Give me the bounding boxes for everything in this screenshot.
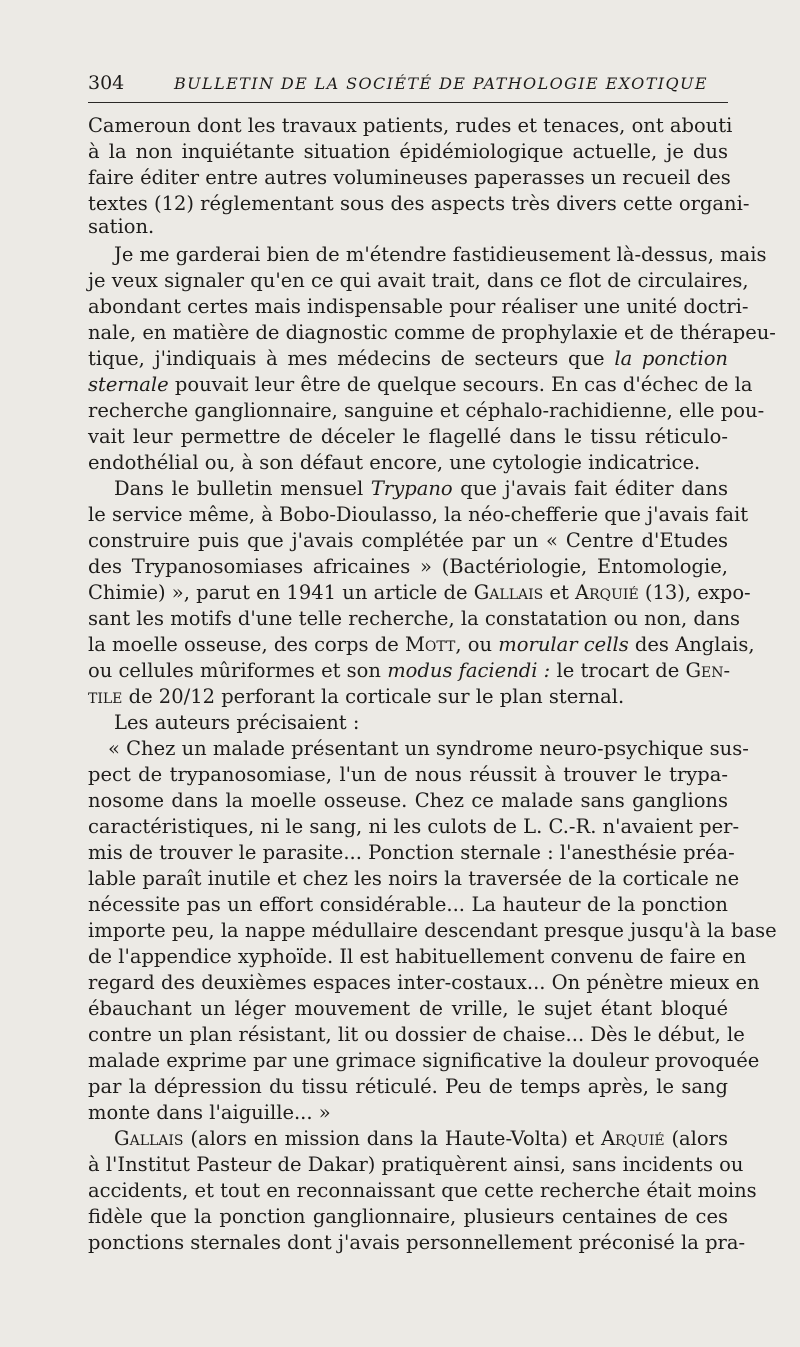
text-line: « Chez un malade présentant un syndrome neuro-psychique sus- (108, 737, 749, 760)
text-line: fidèle que la ponction ganglionnaire, plusieurs centaines de ces (88, 1205, 728, 1228)
text-line: à la non inquiétante situation épidémiologique actuelle, je dus (88, 140, 728, 163)
running-title: BULLETIN DE LA SOCIÉTÉ DE PATHOLOGIE EXOTIQUE (174, 74, 708, 93)
text-line: faire éditer entre autres volumineuses paperasses un recueil des (88, 166, 731, 189)
text-line: Les auteurs précisaient : (114, 711, 360, 734)
text-line: nécessite pas un effort considérable... La hauteur de la ponction (88, 893, 728, 916)
text-line: à l'Institut Pasteur de Dakar) pratiquèrent ainsi, sans incidents ou (88, 1153, 744, 1176)
running-header (88, 68, 728, 103)
text-line: endothélial ou, à son défaut encore, une cytologie indicatrice. (88, 451, 701, 474)
text-line: accidents, et tout en reconnaissant que cette recherche était moins (88, 1179, 757, 1202)
text-line: des Trypanosomiases africaines » (Bactériologie, Entomologie, (88, 555, 728, 578)
text-line: construire puis que j'avais complétée par un « Centre d'Etudes (88, 529, 728, 552)
text-line: pect de trypanosomiase, l'un de nous réussit à trouver le trypa- (88, 763, 728, 786)
text-line: sation. (88, 215, 155, 238)
text-line: ébauchant un léger mouvement de vrille, le sujet étant bloqué (88, 997, 728, 1020)
text-line: contre un plan résistant, lit ou dossier de chaise... Dès le début, le (88, 1023, 745, 1046)
text-line: caractéristiques, ni le sang, ni les culots de L. C.-R. n'avaient per- (88, 815, 740, 838)
text-line: mis de trouver le parasite... Ponction sternale : l'anesthésie préa- (88, 841, 735, 864)
text-line: Gallais (alors en mission dans la Haute-Volta) et Arquié (alors (114, 1127, 728, 1150)
text-line: monte dans l'aiguille... » (88, 1101, 331, 1124)
text-line: regard des deuxièmes espaces inter-costaux... On pénètre mieux en (88, 971, 760, 994)
text-line: nosome dans la moelle osseuse. Chez ce malade sans ganglions (88, 789, 728, 812)
text-line: malade exprime par une grimace significative la douleur provoquée (88, 1049, 760, 1072)
text-line: ou cellules mûriformes et son modus faciendi : le trocart de Gen- (88, 659, 731, 682)
text-line: lable paraît inutile et chez les noirs la traversée de la corticale ne (88, 867, 740, 890)
text-line: le service même, à Bobo-Dioulasso, la néo-chefferie que j'avais fait (88, 503, 749, 526)
text-line: textes (12) réglementant sous des aspects très divers cette organi- (88, 192, 750, 215)
text-line: de l'appendice xyphoïde. Il est habituellement convenu de faire en (88, 945, 747, 968)
text-line: Chimie) », parut en 1941 un article de Gallais et Arquié (13), expo- (88, 581, 751, 604)
text-line: Dans le bulletin mensuel Trypano que j'avais fait éditer dans (114, 477, 728, 500)
text-line: tile de 20/12 perforant la corticale sur le plan sternal. (88, 685, 625, 708)
text-line: Cameroun dont les travaux patients, rudes et tenaces, ont abouti (88, 114, 733, 137)
page-number: 304 (88, 72, 125, 94)
text-line: Je me garderai bien de m'étendre fastidieusement là-dessus, mais (114, 243, 767, 266)
text-line: tique, j'indiquais à mes médecins de secteurs que la ponction (88, 347, 728, 370)
text-line: nale, en matière de diagnostic comme de prophylaxie et de thérapeu- (88, 321, 776, 344)
text-line: sant les motifs d'une telle recherche, la constatation ou non, dans (88, 607, 741, 630)
text-line: je veux signaler qu'en ce qui avait trait, dans ce flot de circulaires, (88, 269, 749, 292)
text-line: la moelle osseuse, des corps de Mott, ou morular cells des Anglais, (88, 633, 755, 656)
text-line: sternale pouvait leur être de quelque secours. En cas d'échec de la (88, 373, 753, 396)
text-line: recherche ganglionnaire, sanguine et céphalo-rachidienne, elle pou- (88, 399, 765, 422)
text-line: abondant certes mais indispensable pour réaliser une unité doctri- (88, 295, 749, 318)
text-line: par la dépression du tissu réticulé. Peu de temps après, le sang (88, 1075, 728, 1098)
text-line: vait leur permettre de déceler le flagellé dans le tissu réticulo- (88, 425, 728, 448)
text-line: ponctions sternales dont j'avais personnellement préconisé la pra- (88, 1231, 746, 1254)
text-line: importe peu, la nappe médullaire descendant presque jusqu'à la base (88, 919, 777, 942)
